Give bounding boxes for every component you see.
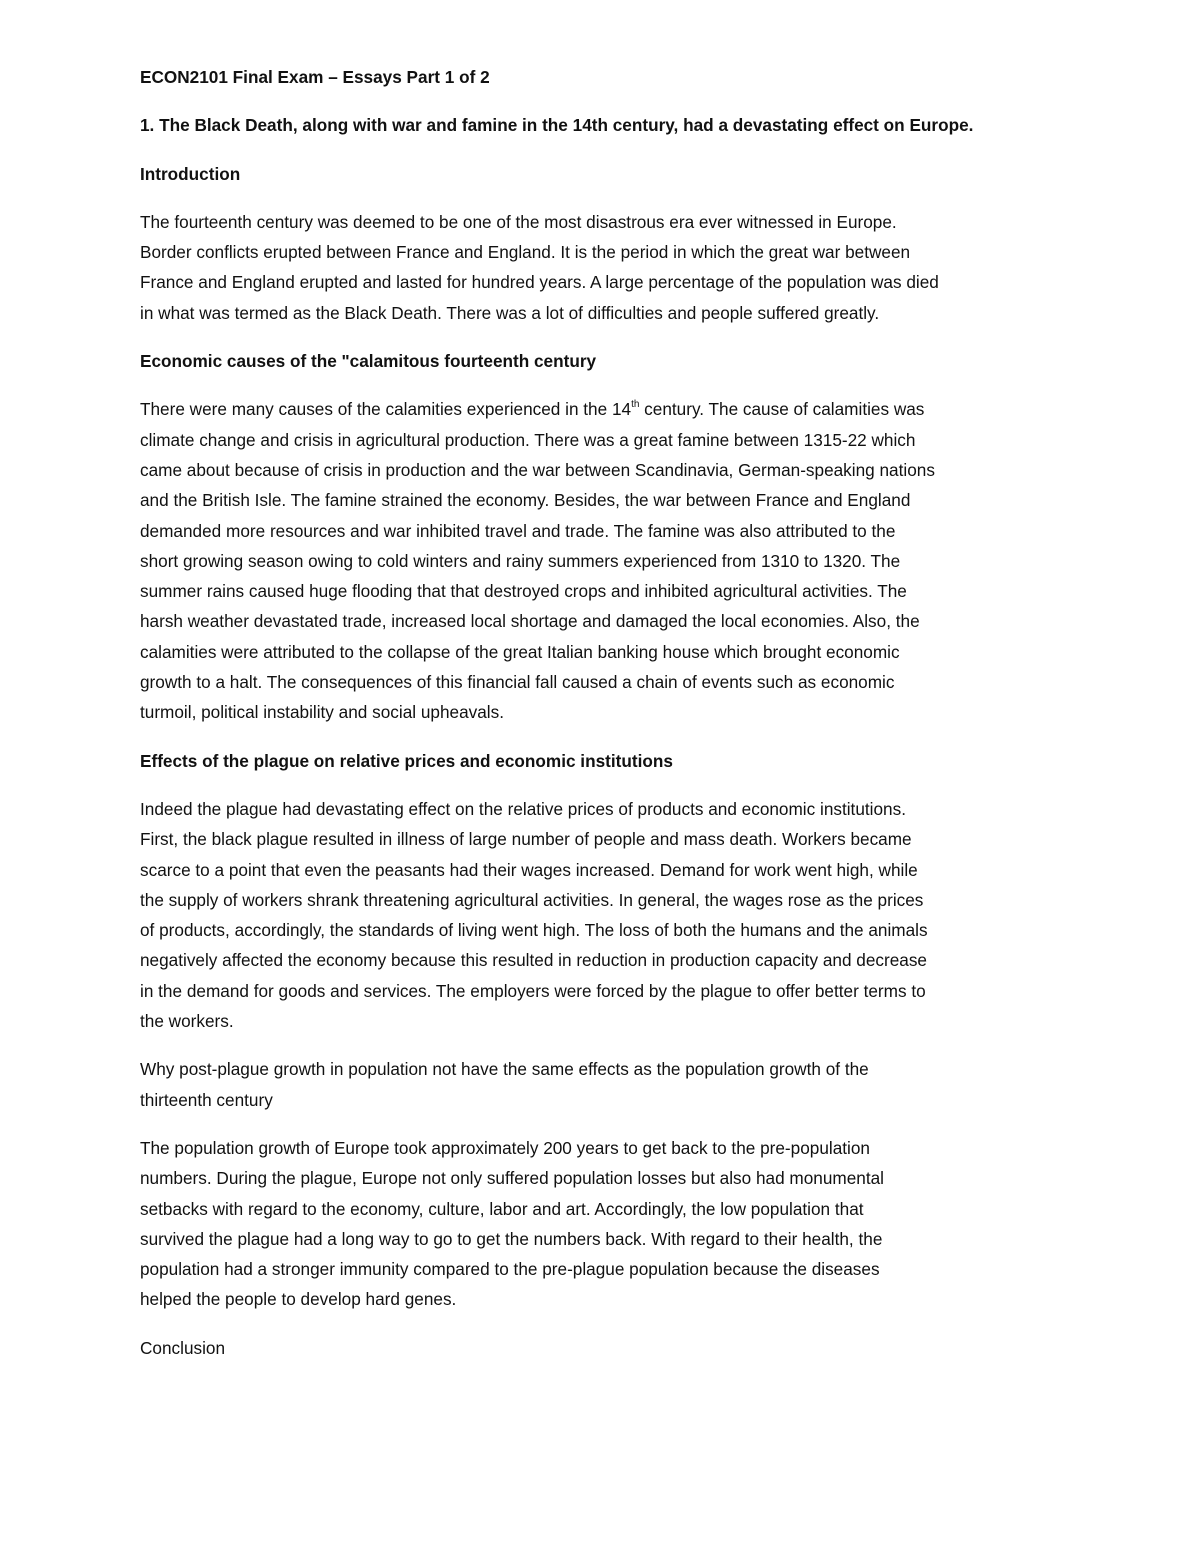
paragraph-line: demanded more resources and war inhibited travel and trade. The famine was also attributed to the [140, 520, 896, 541]
section-heading-introduction: Introduction [140, 163, 241, 184]
paragraph-line: calamities were attributed to the collapse of the great Italian banking house which brought economic [140, 641, 900, 662]
paragraph-line: scarce to a point that even the peasants had their wages increased. Demand for work went high, while [140, 859, 918, 880]
paragraph-line: negatively affected the economy because this resulted in reduction in production capacity and decrease [140, 950, 927, 971]
paragraph-line: summer rains caused huge flooding that that destroyed crops and inhibited agricultural activities. The [140, 581, 907, 602]
effects-paragraph [140, 794, 1065, 1036]
paragraph-line: First, the black plague resulted in illness of large number of people and mass death. Workers became [140, 829, 912, 850]
document-page [140, 62, 1065, 1381]
paragraph-line: harsh weather devastated trade, increased local shortage and damaged the local economies. Also, the [140, 611, 920, 632]
paragraph-line: short growing season owing to cold winters and rainy summers experienced from 1310 to 1320. The [140, 550, 901, 571]
paragraph-line: the workers. [140, 1011, 234, 1032]
post-plague-paragraph [140, 1133, 1065, 1315]
paragraph-line: France and England erupted and lasted for hundred years. A large percentage of the population was died [140, 272, 939, 293]
line-text: century. The cause of calamities was [639, 399, 925, 420]
line-text: There were many causes of the calamities experienced in the 14 [140, 399, 632, 420]
ordinal-superscript: th [631, 398, 640, 410]
section-heading-conclusion: Conclusion [140, 1337, 226, 1358]
essay-question: 1. The Black Death, along with war and famine in the 14th century, had a devastating effect on Europe. [140, 115, 974, 136]
paragraph-line: climate change and crisis in agricultural production. There was a great famine between 1315-22 which [140, 429, 916, 450]
paragraph-line: The fourteenth century was deemed to be one of the most disastrous era ever witnessed in Europe. [140, 211, 897, 232]
section-heading-effects: Effects of the plague on relative prices and economic institutions [140, 750, 673, 771]
paragraph-line [140, 394, 1065, 424]
paragraph-line: came about because of crisis in production and the war between Scandinavia, German-speaking nations [140, 459, 935, 480]
paragraph-line: turmoil, political instability and social upheavals. [140, 702, 504, 723]
paragraph-line: of products, accordingly, the standards of living went high. The loss of both the humans and the animals [140, 920, 928, 941]
introduction-paragraph [140, 207, 1065, 328]
paragraph-line: in the demand for goods and services. The employers were forced by the plague to offer better terms to [140, 980, 926, 1001]
paragraph-line: helped the people to develop hard genes. [140, 1289, 457, 1310]
paragraph-line: setbacks with regard to the economy, culture, labor and art. Accordingly, the low population that [140, 1198, 864, 1219]
heading-line: Why post-plague growth in population not have the same effects as the population growth of the [140, 1059, 869, 1080]
paragraph-line: Indeed the plague had devastating effect on the relative prices of products and economic institutions. [140, 798, 906, 819]
paragraph-line: survived the plague had a long way to go to get the numbers back. With regard to their health, the [140, 1228, 883, 1249]
heading-line: thirteenth century [140, 1089, 273, 1110]
section-heading-post-plague [140, 1054, 1065, 1115]
paragraph-line: numbers. During the plague, Europe not only suffered population losses but also had monumental [140, 1168, 884, 1189]
paragraph-line: population had a stronger immunity compared to the pre-plague population because the diseases [140, 1259, 880, 1280]
paragraph-line: growth to a halt. The consequences of this financial fall caused a chain of events such as economic [140, 672, 895, 693]
paragraph-line: Border conflicts erupted between France and England. It is the period in which the great war between [140, 242, 911, 263]
paragraph-line: and the British Isle. The famine strained the economy. Besides, the war between France and England [140, 490, 911, 511]
paragraph-line: in what was termed as the Black Death. There was a lot of difficulties and people suffered greatly. [140, 302, 880, 323]
section-heading-economic-causes: Economic causes of the "calamitous fourteenth century [140, 351, 597, 372]
document-title: ECON2101 Final Exam – Essays Part 1 of 2 [140, 67, 490, 87]
paragraph-line: The population growth of Europe took approximately 200 years to get back to the pre-population [140, 1137, 870, 1158]
paragraph-line: the supply of workers shrank threatening agricultural activities. In general, the wages rose as the prices [140, 889, 924, 910]
economic-causes-paragraph [140, 394, 1065, 727]
